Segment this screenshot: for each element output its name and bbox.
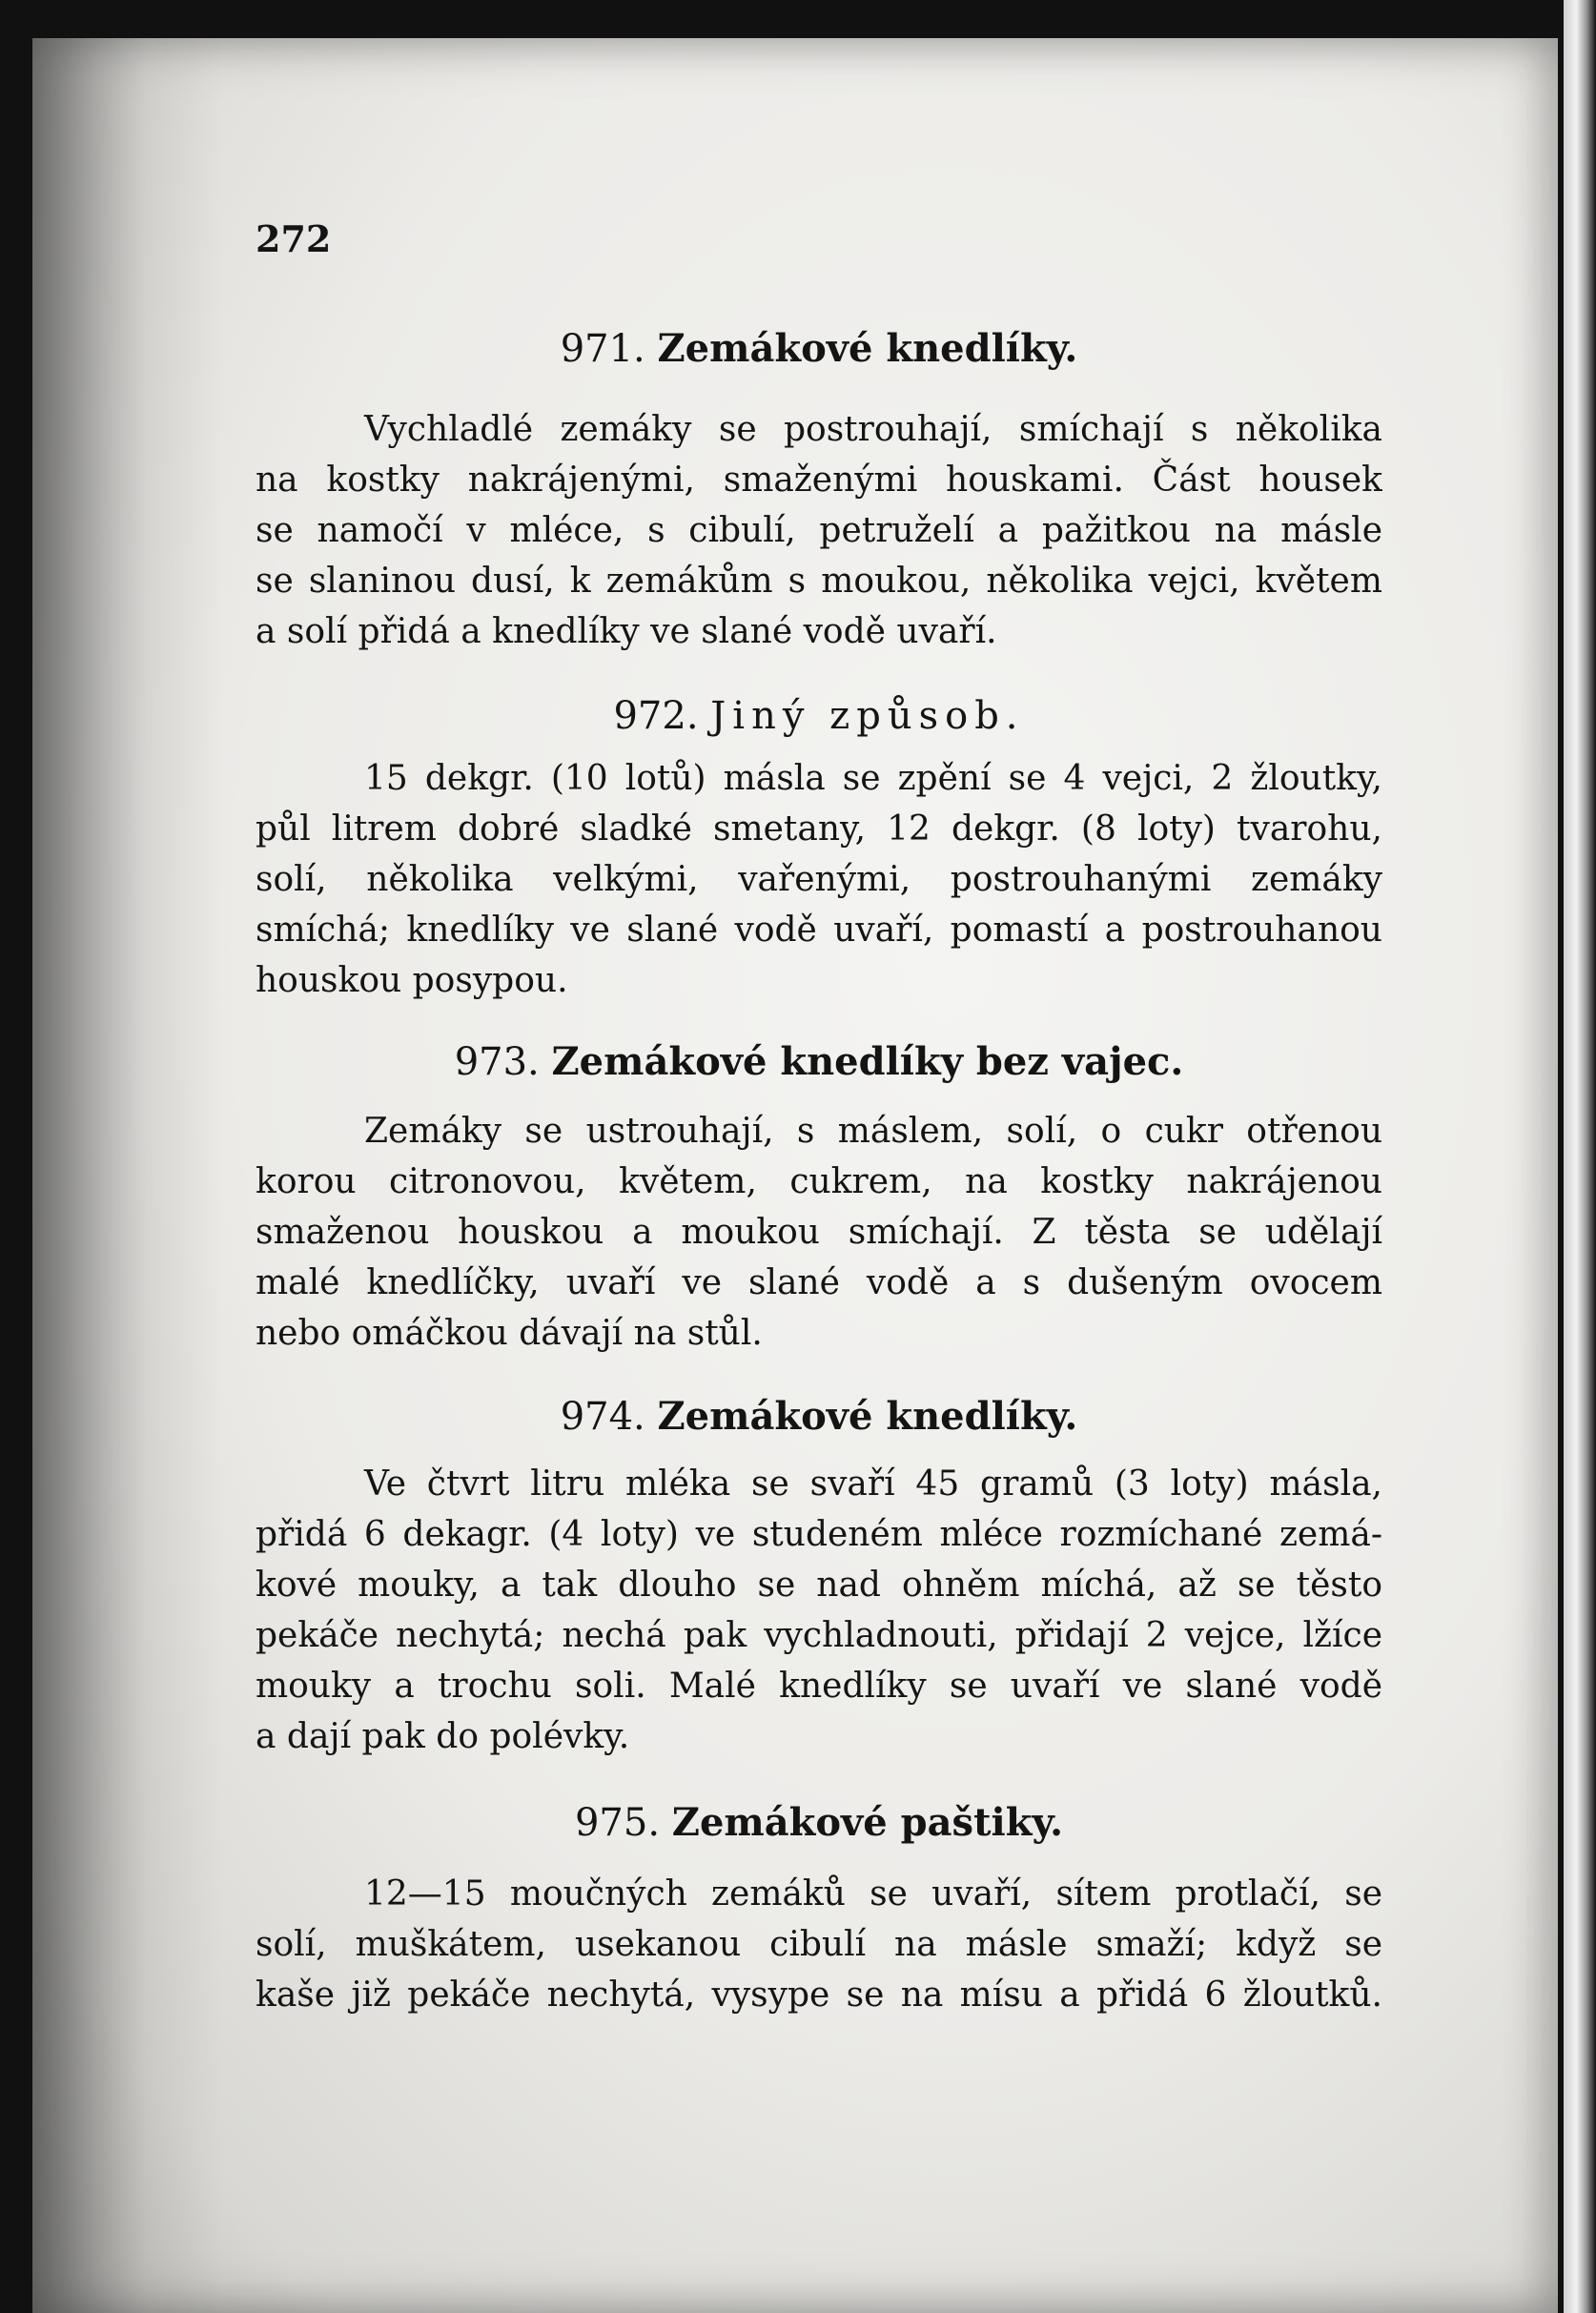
text-line: solí, muškátem, usekanou cibulí na másle smaží; když se xyxy=(256,1925,1382,1964)
recipe-number: 972. xyxy=(613,694,699,738)
page-edge xyxy=(1564,0,1596,2313)
page-number: 272 xyxy=(256,217,332,260)
text-line: 15 dekgr. (10 lotů) másla se zpění se 4 vejci, 2 žloutky, xyxy=(364,759,1382,798)
recipe-text-973 xyxy=(256,1106,1382,1359)
text-line: a solí přidá a knedlíky ve slané vodě uvaří. xyxy=(256,612,997,651)
recipe-title: Zemákové knedlíky. xyxy=(657,1394,1078,1439)
recipe-title: Zemákové paštiky. xyxy=(671,1800,1064,1845)
text-line: houskou posypou. xyxy=(256,961,568,1000)
text-line: kaše již pekáče nechytá, vysype se na mísu a přidá 6 žloutků. xyxy=(256,1975,1382,2015)
recipe-number: 974. xyxy=(560,1395,645,1439)
recipe-number: 971. xyxy=(560,327,645,371)
text-line: Vychladlé zemáky se postrouhají, smíchají s několika xyxy=(364,410,1382,449)
text-line: kové mouky, a tak dlouho se nad ohněm míchá, až se těsto xyxy=(256,1566,1382,1605)
text-line: solí, několika velkými, vařenými, postrouhanými zemáky xyxy=(256,860,1382,899)
recipe-text-975 xyxy=(256,1869,1382,2020)
text-line: na kostky nakrájenými, smaženými houskami. Část housek xyxy=(256,461,1382,500)
recipe-text-972 xyxy=(256,753,1382,1006)
text-line: pekáče nechytá; nechá pak vychladnouti, přidají 2 vejce, lžíce xyxy=(256,1616,1382,1655)
recipe-number: 975. xyxy=(574,1801,661,1845)
recipe-title: Jiný způsob. xyxy=(710,694,1025,738)
text-line: malé knedlíčky, uvaří ve slané vodě a s dušeným ovocem xyxy=(256,1263,1382,1302)
recipe-heading-971 xyxy=(256,326,1382,371)
text-line: půl litrem dobré sladké smetany, 12 dekgr. (8 loty) tvarohu, xyxy=(256,809,1382,849)
recipe-number: 973. xyxy=(454,1040,540,1084)
text-line: Zemáky se ustrouhají, s máslem, solí, o cukr otřenou xyxy=(364,1112,1382,1151)
text-line: mouky a trochu soli. Malé knedlíky se uvaří ve slané vodě xyxy=(256,1667,1382,1706)
text-line: smaženou houskou a moukou smíchají. Z těsta se udělají xyxy=(256,1213,1382,1252)
text-line: Ve čtvrt litru mléka se svaří 45 gramů (3 loty) másla, xyxy=(364,1464,1382,1504)
text-line: 12—15 moučných zemáků se uvaří, sítem protlačí, se xyxy=(364,1874,1382,1914)
recipe-heading-973 xyxy=(256,1039,1382,1084)
text-line: se slaninou dusí, k zemákům s moukou, několika vejci, květem xyxy=(256,562,1382,601)
text-line: se namočí v mléce, s cibulí, petruželí a pažitkou na másle xyxy=(256,511,1382,550)
text-line: nebo omáčkou dávají na stůl. xyxy=(256,1314,763,1353)
recipe-text-974 xyxy=(256,1459,1382,1762)
text-line: a dají pak do polévky. xyxy=(256,1717,630,1756)
recipe-heading-972 xyxy=(256,694,1382,738)
recipe-title: Zemákové knedlíky bez vajec. xyxy=(551,1039,1184,1084)
recipe-title: Zemákové knedlíky. xyxy=(657,326,1078,371)
text-line: přidá 6 dekagr. (4 loty) ve studeném mléce rozmíchané zemá- xyxy=(256,1515,1382,1554)
recipe-text-971 xyxy=(256,404,1382,657)
recipe-heading-974 xyxy=(256,1394,1382,1439)
text-line: smíchá; knedlíky ve slané vodě uvaří, pomastí a postrouhanou xyxy=(256,911,1382,950)
text-line: korou citronovou, květem, cukrem, na kostky nakrájenou xyxy=(256,1162,1382,1201)
recipe-heading-975 xyxy=(256,1800,1382,1845)
